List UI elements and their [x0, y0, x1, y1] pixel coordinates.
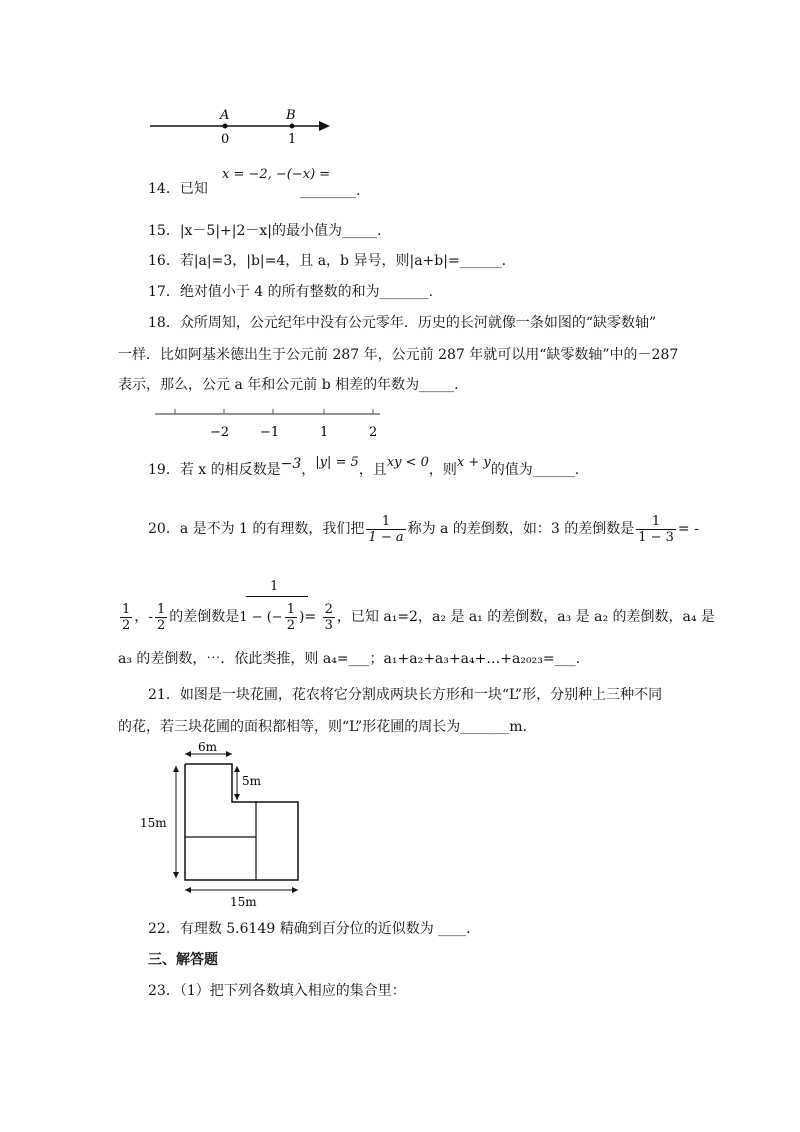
- q14-number: 14．已知: [148, 181, 208, 197]
- question-18-line3: 表示，那么，公元 a 年和公元前 b 相差的年数为_____.: [118, 377, 459, 393]
- q20-big-den-a: 1 − (−: [239, 610, 283, 625]
- q20-half3-den: 2: [286, 617, 295, 633]
- tick-label-2: 2: [369, 425, 378, 440]
- q19-abs-y: |y| = 5: [315, 455, 359, 470]
- q19-value-neg3: −3: [280, 456, 302, 472]
- q20-half-1: [120, 602, 132, 633]
- q20-half3-num: 1: [286, 601, 295, 617]
- question-14: [148, 180, 208, 198]
- q20-equals: =: [304, 609, 321, 625]
- section-heading-3: 三、解答题: [148, 952, 218, 968]
- point-a-label: A: [220, 108, 230, 123]
- missing-zero-number-line: [150, 402, 400, 442]
- q20-text-2: 称为 a 的差倒数，如：3 的差倒数是: [407, 521, 635, 537]
- q19-text-4: ，则: [428, 462, 457, 478]
- q20-two-num: 2: [324, 601, 333, 617]
- q20-frac2-den: 1 − 3: [638, 529, 674, 545]
- q20-frac1-num: 1: [366, 514, 405, 530]
- dim-15m-side-label: 15m: [140, 816, 167, 830]
- q19-text-3: ，且: [358, 462, 387, 478]
- question-22: 22．有理数 5.6149 精确到百分位的近似数为 ____.: [148, 921, 471, 937]
- question-16: 16．若|a|=3，|b|=4，且 a，b 异号，则|a+b|=______.: [148, 253, 507, 269]
- dim-5m-label: 5m: [242, 774, 262, 788]
- q20-text-5: 的差倒数是: [169, 609, 240, 625]
- question-15: 15．|x－5|+|2－x|的最小值为_____.: [148, 223, 382, 239]
- question-20-line1: [148, 512, 699, 546]
- q20-text-1: 20．a 是不为 1 的有理数，我们把: [148, 521, 365, 537]
- q20-text-6: ，已知 a₁=2，a₂ 是 a₁ 的差倒数，a₃ 是 a₂ 的差倒数，a₄ 是: [336, 609, 715, 625]
- tick-label-1: 1: [320, 425, 329, 440]
- point-b-label: B: [286, 108, 296, 123]
- q19-text-5: 的值为______.: [490, 462, 580, 478]
- number-line-ab: [145, 105, 345, 150]
- question-21-line2: 的花，若三块花圃的面积都相等，则“L”形花圃的周长为_______m.: [118, 719, 527, 735]
- q19-text-1: 19．若 x 的相反数是: [148, 462, 281, 478]
- q19-text-2: ，: [301, 462, 316, 478]
- question-19: [148, 455, 580, 480]
- tick-label-1: 1: [288, 132, 297, 147]
- q20-fraction-1-over-1-minus-3: [636, 514, 676, 545]
- q20-text-3: = -: [677, 521, 699, 537]
- question-20-line2: [118, 600, 715, 635]
- q20-two-den: 3: [324, 617, 333, 633]
- q19-x-plus-y: x + y: [456, 455, 491, 470]
- dim-6m-label: 6m: [198, 740, 218, 754]
- question-18-line2: 一样．比如阿基米德出生于公元前 287 年，公元前 287 年就可以用“缺零数轴”中的－287: [118, 347, 679, 363]
- q20-top-one: 1: [270, 579, 279, 594]
- q20-big-den-b: ): [298, 609, 305, 625]
- q19-xy-condition: xy < 0: [386, 455, 429, 470]
- question-21-line1: 21．如图是一块花圃，花农将它分割成两块长方形和一块“L”形，分别种上三种不同: [148, 687, 663, 703]
- q20-half-num: 1: [122, 601, 131, 617]
- tick-label-neg2: −2: [210, 425, 230, 440]
- q20-frac1-den: 1 − a: [368, 529, 404, 545]
- question-23: 23．（1）把下列各数填入相应的集合里：: [148, 983, 406, 999]
- question-18-line1: 18．众所周知，公元纪年中没有公元零年．历史的长河就像一条如图的“缺零数轴”: [148, 315, 657, 331]
- q20-top-fraction-bar: [246, 596, 308, 597]
- q20-half-den: 2: [122, 617, 131, 633]
- tick-label-0: 0: [221, 132, 230, 147]
- q20-fraction-1-over-1-minus-a: [366, 514, 405, 545]
- dim-15m-bottom-label: 15m: [230, 895, 257, 909]
- q14-blank: ________.: [300, 183, 361, 199]
- flower-bed-diagram: [140, 740, 320, 910]
- question-17: 17．绝对值小于 4 的所有整数的和为_______.: [148, 284, 434, 300]
- q20-two-thirds: [323, 602, 335, 633]
- question-20-line3: a₃ 的差倒数，⋯．依此类推，则 a₄=___；a₁+a₂+a₃+a₄+…+a₂₀₂₃=___.: [118, 651, 581, 667]
- q20-half-2: [155, 602, 167, 633]
- q14-expression: x = −2, −(−x) =: [222, 167, 331, 182]
- q20-frac2-num: 1: [636, 514, 676, 530]
- q20-half2-den: 2: [157, 617, 166, 633]
- q20-half2-num: 1: [157, 601, 166, 617]
- q20-text-4: ，-: [134, 609, 154, 625]
- q20-half-3: [285, 602, 297, 633]
- tick-label-neg1: −1: [260, 425, 280, 440]
